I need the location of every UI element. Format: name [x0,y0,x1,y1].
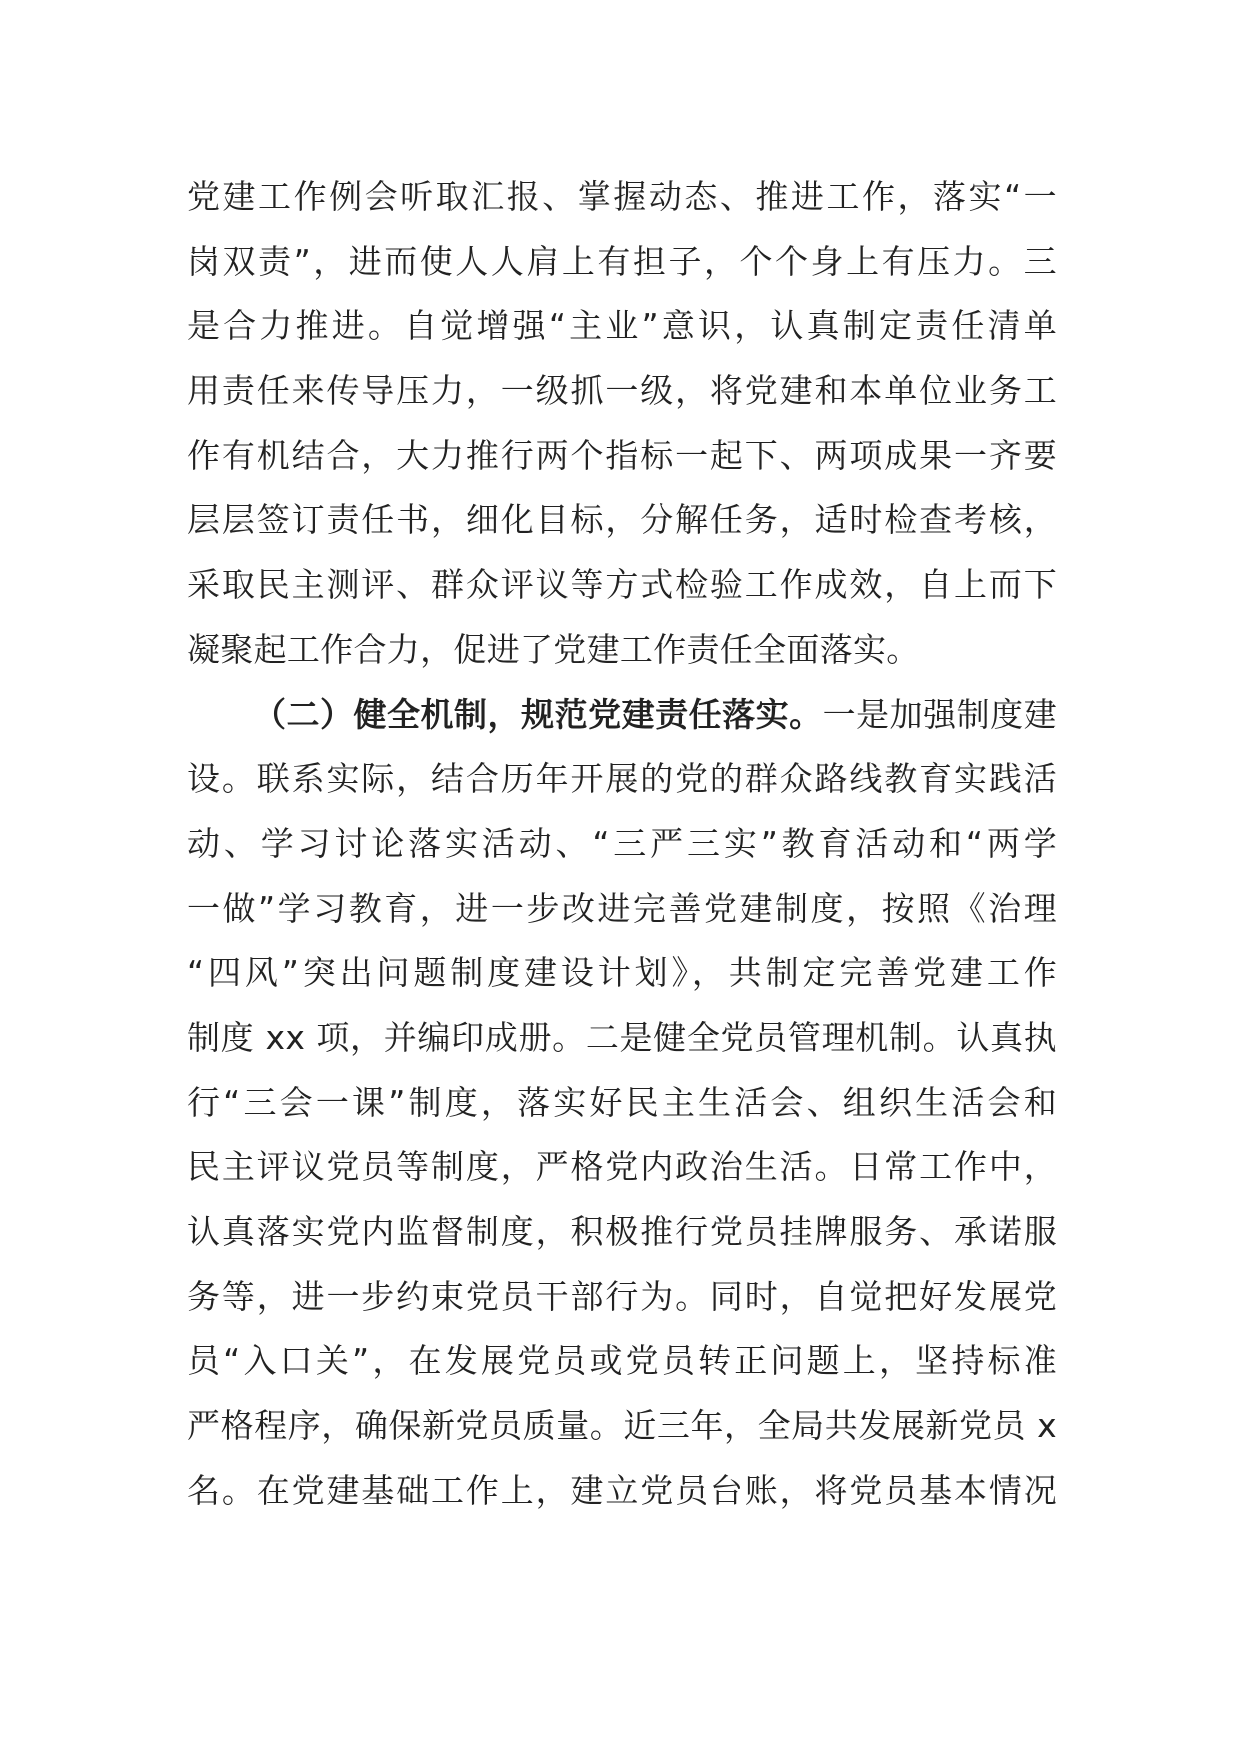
text-line: 用责任来传导压力，一级抓一级，将党建和本单位业务工 [187,371,1057,411]
text-line: 动、学习讨论落实活动、“三严三实”教育活动和“两学 [187,823,1057,863]
text-line: 设。联系实际，结合历年开展的党的群众路线教育实践活 [187,759,1057,799]
body-text [187,165,1057,1523]
text-line: 员“入口关”，在发展党员或党员转正问题上，坚持标准 [187,1341,1057,1381]
text-line: 民主评议党员等制度，严格党内政治生活。日常工作中， [187,1147,1057,1187]
text-line: 名。在党建基础工作上，建立党员台账，将党员基本情况 [187,1470,1057,1510]
text-line: 一做”学习教育，进一步改进完善党建制度，按照《治理 [187,888,1057,928]
text-line: “四风”突出问题制度建设计划》，共制定完善党建工作 [187,953,1057,993]
text-line: 党建工作例会听取汇报、掌握动态、推进工作，落实“一 [187,177,1057,216]
paragraph-1 [187,165,1057,683]
text-line: 是合力推进。自觉增强“主业”意识，认真制定责任清单 [187,306,1057,346]
text-line: 制度 xx 项，并编印成册。二是健全党员管理机制。认真执 [187,1017,1057,1057]
paragraph-2 [187,683,1057,1524]
heading-line-rest: 一是加强制度建 [822,694,1057,734]
text-line: 行“三会一课”制度，落实好民主生活会、组织生活会和 [187,1082,1057,1122]
section-heading: （二）健全机制，规范党建责任落实。 [253,694,823,734]
section-heading-line [187,683,1057,748]
text-line: 务等，进一步约束党员干部行为。同时，自觉把好发展党 [187,1276,1057,1316]
text-line: 认真落实党内监督制度，积极推行党员挂牌服务、承诺服 [187,1212,1057,1251]
text-line: 凝聚起工作合力，促进了党建工作责任全面落实。 [187,629,920,669]
text-line: 岗双责”，进而使人人肩上有担子，个个身上有压力。三 [187,241,1057,281]
text-line: 采取民主测评、群众评议等方式检验工作成效，自上而下 [187,565,1057,605]
text-line: 严格程序，确保新党员质量。近三年，全局共发展新党员 x [187,1406,1057,1446]
text-line: 层层签订责任书，细化目标，分解任务，适时检查考核， [187,500,1057,540]
text-line: 作有机结合，大力推行两个指标一起下、两项成果一齐要 [187,435,1057,475]
